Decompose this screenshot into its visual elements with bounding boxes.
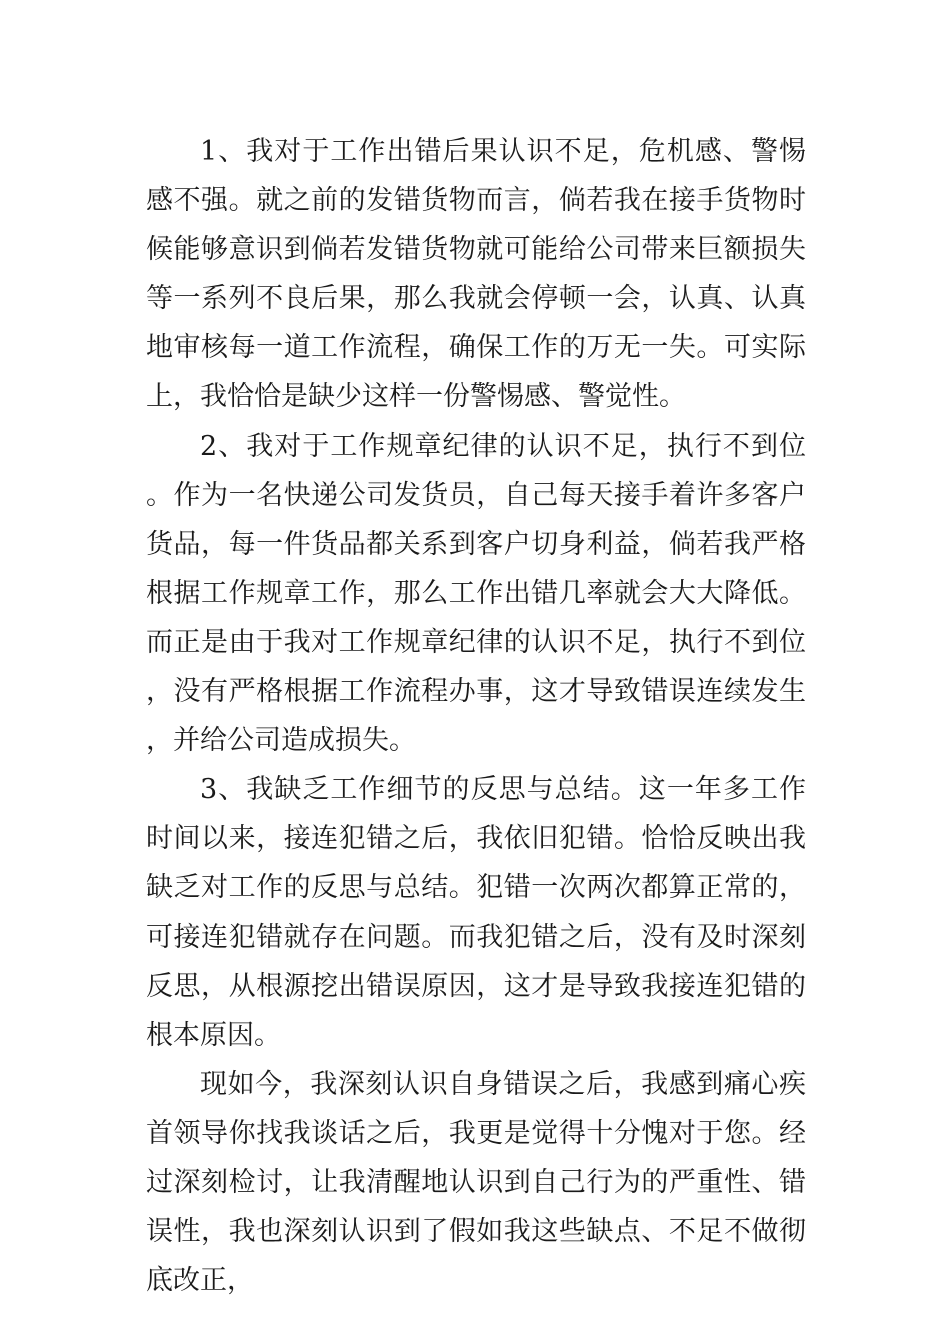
document-body <box>146 127 806 1305</box>
paragraph-2: 2、我对于工作规章纪律的认识不足，执行不到位。作为一名快递公司发货员，自己每天接手着许多客户货品，每一件货品都关系到客户切身利益，倘若我严格根据工作规章工作，那么工作出错几率就会大大降低。而正是由于我对工作规章纪律的认识不足，执行不到位，没有严格根据工作流程办事，这才导致错误连续发生，并给公司造成损失。 <box>146 430 806 757</box>
paragraph-3: 3、我缺乏工作细节的反思与总结。这一年多工作时间以来，接连犯错之后，我依旧犯错。恰恰反映出我缺乏对工作的反思与总结。犯错一次两次都算正常的，可接连犯错就存在问题。而我犯错之后，没有及时深刻反思，从根源挖出错误原因，这才是导致我接连犯错的根本原因。 <box>146 774 806 1051</box>
paragraph-4: 现如今，我深刻认识自身错误之后，我感到痛心疾首领导你找我谈话之后，我更是觉得十分愧对于您。经过深刻检讨，让我清醒地认识到自己行为的严重性、错误性，我也深刻认识到了假如我这些缺点、不足不做彻底改正， <box>146 1068 806 1297</box>
paragraph-1: 1、我对于工作出错后果认识不足，危机感、警惕感不强。就之前的发错货物而言，倘若我在接手货物时候能够意识到倘若发错货物就可能给公司带来巨额损失等一系列不良后果，那么我就会停顿一会，认真、认真地审核每一道工作流程，确保工作的万无一失。可实际上，我恰恰是缺少这样一份警惕感、警觉性。 <box>146 136 806 413</box>
